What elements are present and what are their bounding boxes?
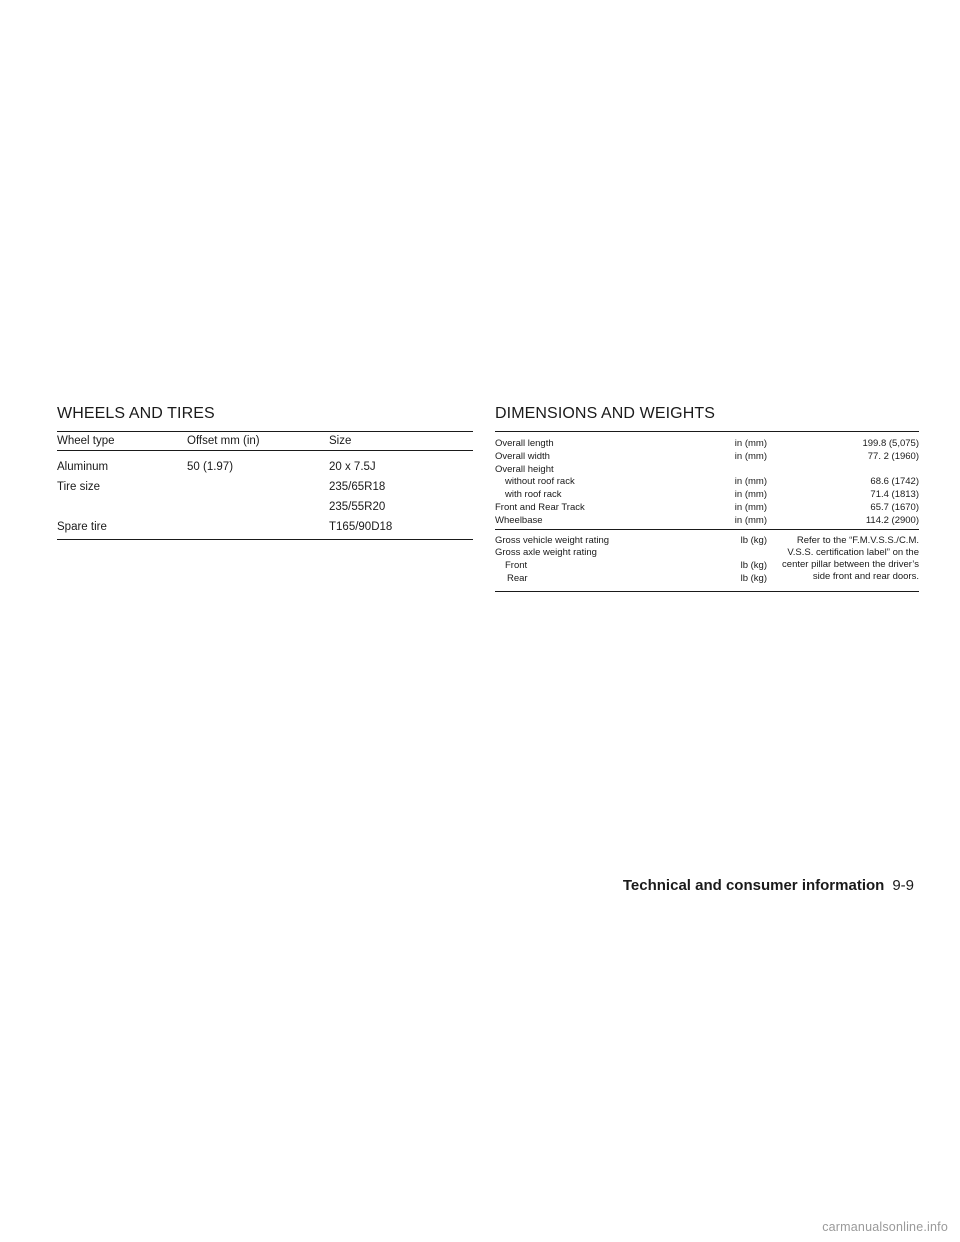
wheels-and-tires-heading: WHEELS AND TIRES bbox=[57, 405, 215, 422]
weight-rating-note: Refer to the “F.M.V.S.S./C.M. V.S.S. certification label” on the center pillar between the driver’s side front and rear doors. bbox=[782, 534, 919, 583]
cell-value: 68.6 (1742) bbox=[870, 476, 919, 488]
page-number: 9-9 bbox=[892, 877, 914, 894]
table-row bbox=[495, 535, 770, 548]
dimensions-table bbox=[495, 431, 919, 592]
table-row bbox=[495, 464, 919, 477]
cell-size: 235/55R20 bbox=[329, 501, 386, 513]
cell-offset: 50 (1.97) bbox=[187, 461, 234, 473]
cell-value: 114.2 (2900) bbox=[865, 514, 919, 526]
cell-unit: lb (kg) bbox=[740, 534, 767, 546]
header-wheel-type: Wheel type bbox=[57, 435, 115, 447]
cell-label: Gross axle weight rating bbox=[495, 547, 597, 559]
table-row bbox=[495, 489, 919, 502]
cell-wheel-type: Aluminum bbox=[57, 461, 109, 473]
cell-unit: lb (kg) bbox=[740, 560, 767, 572]
table-row bbox=[57, 477, 473, 497]
header-rule bbox=[57, 450, 473, 451]
cell-label: Wheelbase bbox=[495, 514, 543, 526]
cell-label: Overall height bbox=[495, 463, 554, 475]
table-row bbox=[495, 438, 919, 451]
table-row bbox=[57, 497, 473, 517]
table-row bbox=[495, 476, 919, 489]
wheels-table bbox=[57, 431, 473, 540]
cell-label: Front and Rear Track bbox=[495, 501, 585, 513]
header-size: Size bbox=[329, 435, 352, 447]
cell-size: 20 x 7.5J bbox=[329, 461, 376, 473]
table-bottom-rule bbox=[495, 591, 919, 592]
cell-value: 65.7 (1670) bbox=[870, 501, 919, 513]
table-row bbox=[495, 560, 770, 573]
cell-label: with roof rack bbox=[505, 489, 562, 501]
table-bottom-rule bbox=[57, 539, 473, 540]
table-row bbox=[495, 502, 919, 515]
cell-value: 71.4 (1813) bbox=[870, 489, 919, 501]
cell-label: Overall length bbox=[495, 438, 554, 449]
cell-value: 77. 2 (1960) bbox=[867, 450, 919, 462]
cell-size: T165/90D18 bbox=[329, 521, 393, 533]
watermark-text: carmanualsonline.info bbox=[822, 1220, 948, 1234]
table-row bbox=[57, 457, 473, 477]
cell-wheel-type: Spare tire bbox=[57, 521, 107, 533]
page-footer bbox=[623, 877, 914, 894]
cell-unit: lb (kg) bbox=[740, 572, 767, 584]
table-top-rule bbox=[495, 431, 919, 432]
cell-unit: in (mm) bbox=[734, 450, 767, 462]
cell-wheel-type: Tire size bbox=[57, 481, 101, 493]
table-row bbox=[495, 573, 770, 586]
cell-label: Gross vehicle weight rating bbox=[495, 534, 610, 546]
table-row bbox=[495, 547, 770, 560]
cell-label: Front bbox=[505, 560, 528, 572]
cell-unit: in (mm) bbox=[734, 476, 767, 488]
header-offset: Offset mm (in) bbox=[187, 435, 260, 447]
cell-unit: in (mm) bbox=[734, 489, 767, 501]
footer-section-title: Technical and consumer information bbox=[622, 877, 885, 894]
table-row bbox=[495, 515, 919, 528]
cell-unit: in (mm) bbox=[734, 438, 767, 449]
cell-unit: in (mm) bbox=[734, 501, 767, 513]
table-header-row bbox=[57, 432, 473, 450]
table-row bbox=[495, 451, 919, 464]
cell-label: without roof rack bbox=[505, 476, 575, 488]
cell-value: 199.8 (5,075) bbox=[862, 438, 919, 449]
table-row bbox=[57, 517, 473, 537]
weights-block bbox=[495, 535, 919, 589]
section-divider bbox=[495, 529, 919, 530]
weights-lines bbox=[495, 535, 770, 586]
cell-label: Overall width bbox=[495, 450, 550, 462]
cell-size: 235/65R18 bbox=[329, 481, 386, 493]
cell-unit: in (mm) bbox=[734, 514, 767, 526]
cell-label: Rear bbox=[507, 572, 528, 584]
dimensions-and-weights-heading: DIMENSIONS AND WEIGHTS bbox=[495, 405, 715, 422]
